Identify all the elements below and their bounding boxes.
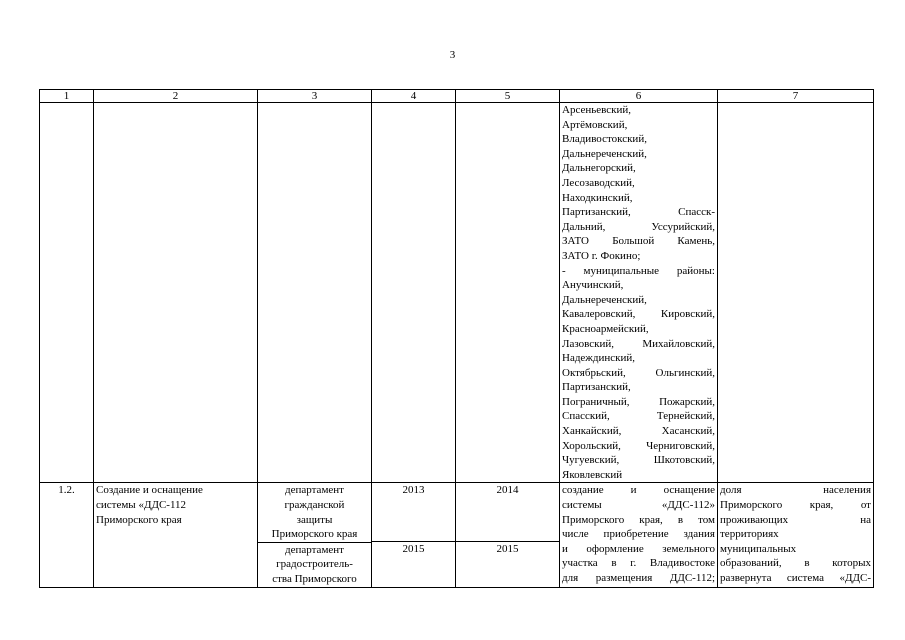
municipality-line: Дальний, Уссурийский, <box>562 220 715 233</box>
cell-description <box>560 483 718 587</box>
cell-end-year <box>456 483 560 587</box>
municipality-line: Пограничный, Пожарский, <box>562 395 715 408</box>
end-year-a: 2014 <box>496 484 519 497</box>
header-cell-4: 4 <box>372 90 456 103</box>
municipality-line: Лесозаводский, <box>562 176 635 189</box>
municipality-line: Дальнереченский, <box>562 293 647 306</box>
header-cell-7: 7 <box>718 90 874 103</box>
indicator-line: доля населения <box>720 484 871 497</box>
description-line: Приморского края, в том <box>562 513 715 526</box>
description-line: создание и оснащение <box>562 484 715 497</box>
municipality-line: Дальнереченский, <box>562 147 647 160</box>
cell-row0-col4 <box>372 103 456 483</box>
table-row-continued <box>40 103 874 483</box>
municipality-line: Анучинский, <box>562 279 624 292</box>
description-line: для размещения ДДС-112; <box>562 572 715 584</box>
header-cell-1: 1 <box>40 90 94 103</box>
cell-row0-col5 <box>456 103 560 483</box>
responsible-b <box>258 543 371 587</box>
table-header-row <box>40 90 874 103</box>
municipality-line: Хорольский, Черниговский, <box>562 439 715 452</box>
cell-row0-col1 <box>40 103 94 483</box>
cell-responsible <box>258 483 372 587</box>
municipality-line: Ханкайский, Хасанский, <box>562 425 715 438</box>
cell-activity-name <box>94 483 258 587</box>
municipality-line: Лазовский, Михайловский, <box>562 337 715 350</box>
indicator-line: развернута система «ДДС- <box>720 572 871 584</box>
responsible-b-line: градостроитель- <box>276 558 353 571</box>
municipality-line: Надеждинский, <box>562 352 636 365</box>
activity-name-line: Приморского края <box>96 513 182 526</box>
cell-row0-col3 <box>258 103 372 483</box>
end-year-b: 2015 <box>496 543 519 556</box>
page-number: 3 <box>449 49 456 61</box>
header-cell-6: 6 <box>560 90 718 103</box>
header-cell-3: 3 <box>258 90 372 103</box>
indicator-line: муниципальных <box>720 542 797 555</box>
activity-name-line: системы «ДДС-112 <box>96 499 187 512</box>
document-table <box>39 89 874 588</box>
cell-row0-col6-municipalities <box>560 103 718 483</box>
responsible-b-line: ства Приморского <box>272 573 357 585</box>
municipality-line: Спасский, Тернейский, <box>562 410 715 423</box>
municipality-line: ЗАТО Большой Камень, <box>562 235 715 248</box>
activity-name-line: Создание и оснащение <box>96 484 203 497</box>
description-line: числе приобретение здания <box>562 528 715 541</box>
indicator-line: Приморского края, от <box>720 499 871 512</box>
description-line: участка в г. Владивостоке <box>562 557 715 570</box>
municipality-line: Яковлевский <box>562 468 623 481</box>
municipality-line: Дальнегорский, <box>562 162 636 175</box>
cell-row0-col2 <box>94 103 258 483</box>
municipality-line: Владивостокский, <box>562 133 647 146</box>
cell-start-year <box>372 483 456 587</box>
responsible-a-line: защиты <box>296 513 333 526</box>
responsible-a-line: Приморского края <box>271 528 358 541</box>
responsible-a-line: департамент <box>285 484 344 497</box>
start-year-a: 2013 <box>402 484 425 497</box>
cell-item-number: 1.2. <box>40 483 94 587</box>
header-cell-2: 2 <box>94 90 258 103</box>
responsible-a <box>258 483 371 541</box>
indicator-line: образований, в которых <box>720 557 871 570</box>
municipality-line: - муниципальные районы: <box>562 264 715 277</box>
municipality-line: Артёмовский, <box>562 118 628 131</box>
header-cell-5: 5 <box>456 90 560 103</box>
table-row-1-2 <box>40 483 874 587</box>
municipality-line: Октябрьский, Ольгинский, <box>562 366 715 379</box>
cell-row0-col7 <box>718 103 874 483</box>
indicator-line: проживающих на <box>720 513 871 526</box>
municipality-line: Находкинский, <box>562 191 633 204</box>
description-line: и оформление земельного <box>562 542 715 555</box>
indicator-line: территориях <box>720 528 779 541</box>
description-line: системы «ДДС-112» <box>562 499 715 512</box>
start-year-b: 2015 <box>402 543 425 556</box>
municipality-line: Красноармейский, <box>562 322 649 335</box>
responsible-a-line: гражданской <box>284 499 345 512</box>
municipality-line: Кавалеровский, Кировский, <box>562 308 715 321</box>
municipality-line: Партизанский, Спасск- <box>562 206 715 219</box>
responsible-b-line: департамент <box>285 543 344 556</box>
municipality-line: Чугуевский, Шкотовский, <box>562 454 715 467</box>
page-bottom-mask <box>0 591 905 640</box>
municipality-line: Партизанский, <box>562 381 631 394</box>
municipality-line: Арсеньевский, <box>562 104 632 116</box>
municipality-line: ЗАТО г. Фокино; <box>562 249 641 262</box>
cell-indicator <box>718 483 874 587</box>
